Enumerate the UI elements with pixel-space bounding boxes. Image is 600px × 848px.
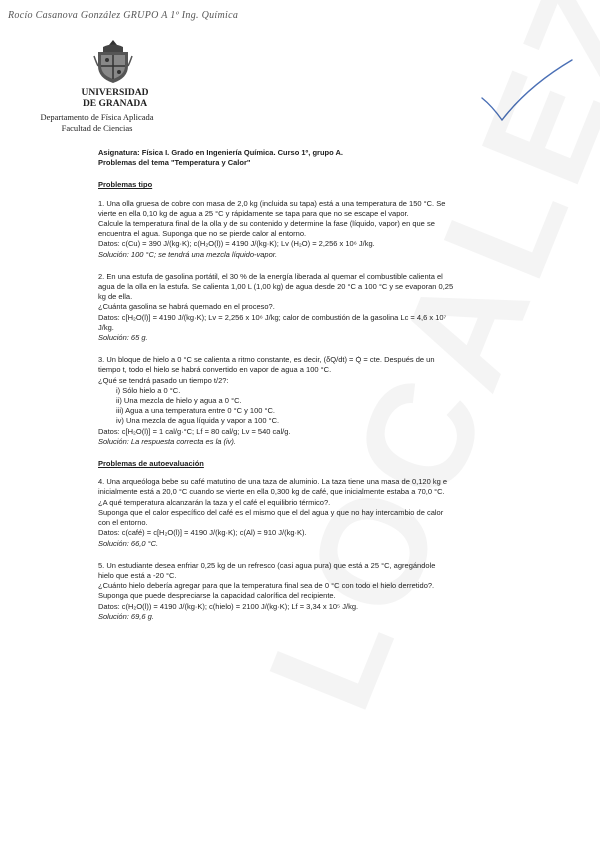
problem-text: ¿Qué se tendrá pasado un tiempo t/2?:: [98, 375, 229, 385]
problem-text: vierte en ella 0,10 kg de agua a 25 °C y rápidamente se tapa para que no se escape el vapor.: [98, 208, 409, 218]
course-line: Asignatura: Física I. Grado en Ingeniería Química. Curso 1º, grupo A.: [98, 148, 344, 157]
problem-data: Datos: c[H₂O(l)] = 1 cal/g·°C; Lf = 80 cal/g; Lv = 540 cal/g.: [98, 426, 291, 436]
handwritten-student-header: Rocío Casanova González GRUPO A 1º Ing. Química: [8, 10, 239, 21]
problem-text: ¿Cuánto hielo debería agregar para que la temperatura final sea de 0 °C con todo el hielo derretido?.: [98, 581, 435, 591]
problem-data: Datos: c(Cu) = 390 J/(kg·K); c(H₂O(l)) = 4190 J/(kg·K); Lv (H₂O) = 2,256 x 10⁶ J/kg.: [98, 239, 375, 249]
problem-data: Datos: c[H₂O(l)] = 4190 J/(kg·K); Lv = 2,256 x 10⁶ J/kg; calor de combustión de la gasolina Lc = 4,6 x 10⁷: [98, 312, 447, 322]
problem-text: agua de la olla en la estufa. Se calienta 1,00 L (1,00 kg) de agua desde 20 °C a 100 °C y se evaporan 0,25: [98, 282, 454, 292]
problem-text: Calcule la temperatura final de la olla y de su contenido y determine la fase (líquido, vapor) en que se: [98, 219, 435, 229]
problem-text: ¿Cuánta gasolina se habrá quemado en el proceso?.: [98, 302, 275, 312]
problem-4: [98, 477, 518, 548]
problem-text: encuentra el agua. Suponga que no se pierde calor al entorno.: [98, 229, 307, 239]
problem-text: Suponga que puede despreciarse la capacidad calorífica del recipiente.: [98, 591, 336, 601]
problem-3: [98, 355, 518, 447]
problem-text: 3. Un bloque de hielo a 0 °C se calienta a ritmo constante, es decir, (δQ/dt) = Q̇ = cte. Después de un: [98, 355, 435, 365]
problem-text: 2. En una estufa de gasolina portátil, el 30 % de la energía liberada al quemar el combustible calienta el: [98, 271, 443, 281]
problem-data: Datos: c(H₂O(l)) = 4190 J/(kg·K); c(hielo) = 2100 J/(kg·K); Lf = 3,34 x 10⁵ J/kg.: [98, 601, 359, 611]
section-autoevaluacion: Problemas de autoevaluación: [98, 459, 204, 469]
problem-solution: Solución: La respuesta correcta es la (iv).: [98, 436, 236, 446]
problem-text: 1. Una olla gruesa de cobre con masa de 2,0 kg (incluida su tapa) está a una temperatura de 150 °C. Se: [98, 198, 446, 208]
course-header: [98, 148, 518, 168]
university-name: [70, 88, 160, 110]
problem-data: Datos: c(café) = c[H₂O(l)] = 4190 J/(kg·K); c(Al) = 910 J/(kg·K).: [98, 528, 307, 538]
faculty-name: Facultad de Ciencias: [61, 123, 133, 133]
problem-5: [98, 561, 518, 622]
problem-text: tiempo t, todo el hielo se habrá convertido en vapor de agua a 100 °C.: [98, 365, 332, 375]
problem-solution: Solución: 69,6 g.: [98, 611, 154, 621]
problem-1: [98, 199, 518, 260]
answer-option: iii) Agua a una temperatura entre 0 °C y 100 °C.: [116, 406, 276, 416]
university-crest-icon: [93, 38, 133, 84]
answer-option: iv) Una mezcla de agua líquida y vapor a 100 °C.: [116, 416, 280, 426]
problem-text: 4. Una arqueóloga bebe su café matutino de una taza de aluminio. La taza tiene una masa de 0,120 kg e: [98, 477, 447, 487]
problem-solution: Solución: 100 °C; se tendrá una mezcla líquido-vapor.: [98, 249, 278, 259]
department-info: [22, 112, 172, 134]
answer-option: ii) Una mezcla de hielo y agua a 0 °C.: [116, 396, 242, 406]
problem-solution: Solución: 65 g.: [98, 333, 148, 343]
problem-solution: Solución: 66,0 °C.: [98, 538, 159, 548]
problem-text: Suponga que el calor específico del café es el mismo que el del agua y que no hay intercambio de calor: [98, 507, 444, 517]
department-name: Departamento de Física Aplicada: [40, 112, 154, 122]
problem-text: hielo que está a -20 °C.: [98, 570, 177, 580]
problem-text: kg de ella.: [98, 292, 133, 302]
section-problemas-tipo: Problemas tipo: [98, 180, 153, 190]
problem-2: [98, 272, 518, 343]
problem-text: ¿A qué temperatura alcanzarán la taza y el café el equilibrio térmico?.: [98, 497, 331, 507]
university-name-line1: UNIVERSIDAD: [81, 88, 149, 98]
problem-text: con el entorno.: [98, 518, 148, 528]
problem-sheet: [98, 148, 518, 634]
problem-text: 5. Un estudiante desea enfriar 0,25 kg de un refresco (casi agua pura) que está a 25 °C, agregándole: [98, 560, 436, 570]
university-name-line2: DE GRANADA: [82, 99, 148, 109]
topic-line: Problemas del tema "Temperatura y Calor": [98, 158, 251, 168]
answer-option: i) Sólo hielo a 0 °C.: [116, 385, 181, 395]
problem-data: J/kg.: [98, 322, 114, 332]
problem-text: inicialmente está a 20,0 °C cuando se vierte en ella 0,300 kg de café, que inicialmente estaba a 70,0 °C.: [98, 487, 445, 497]
